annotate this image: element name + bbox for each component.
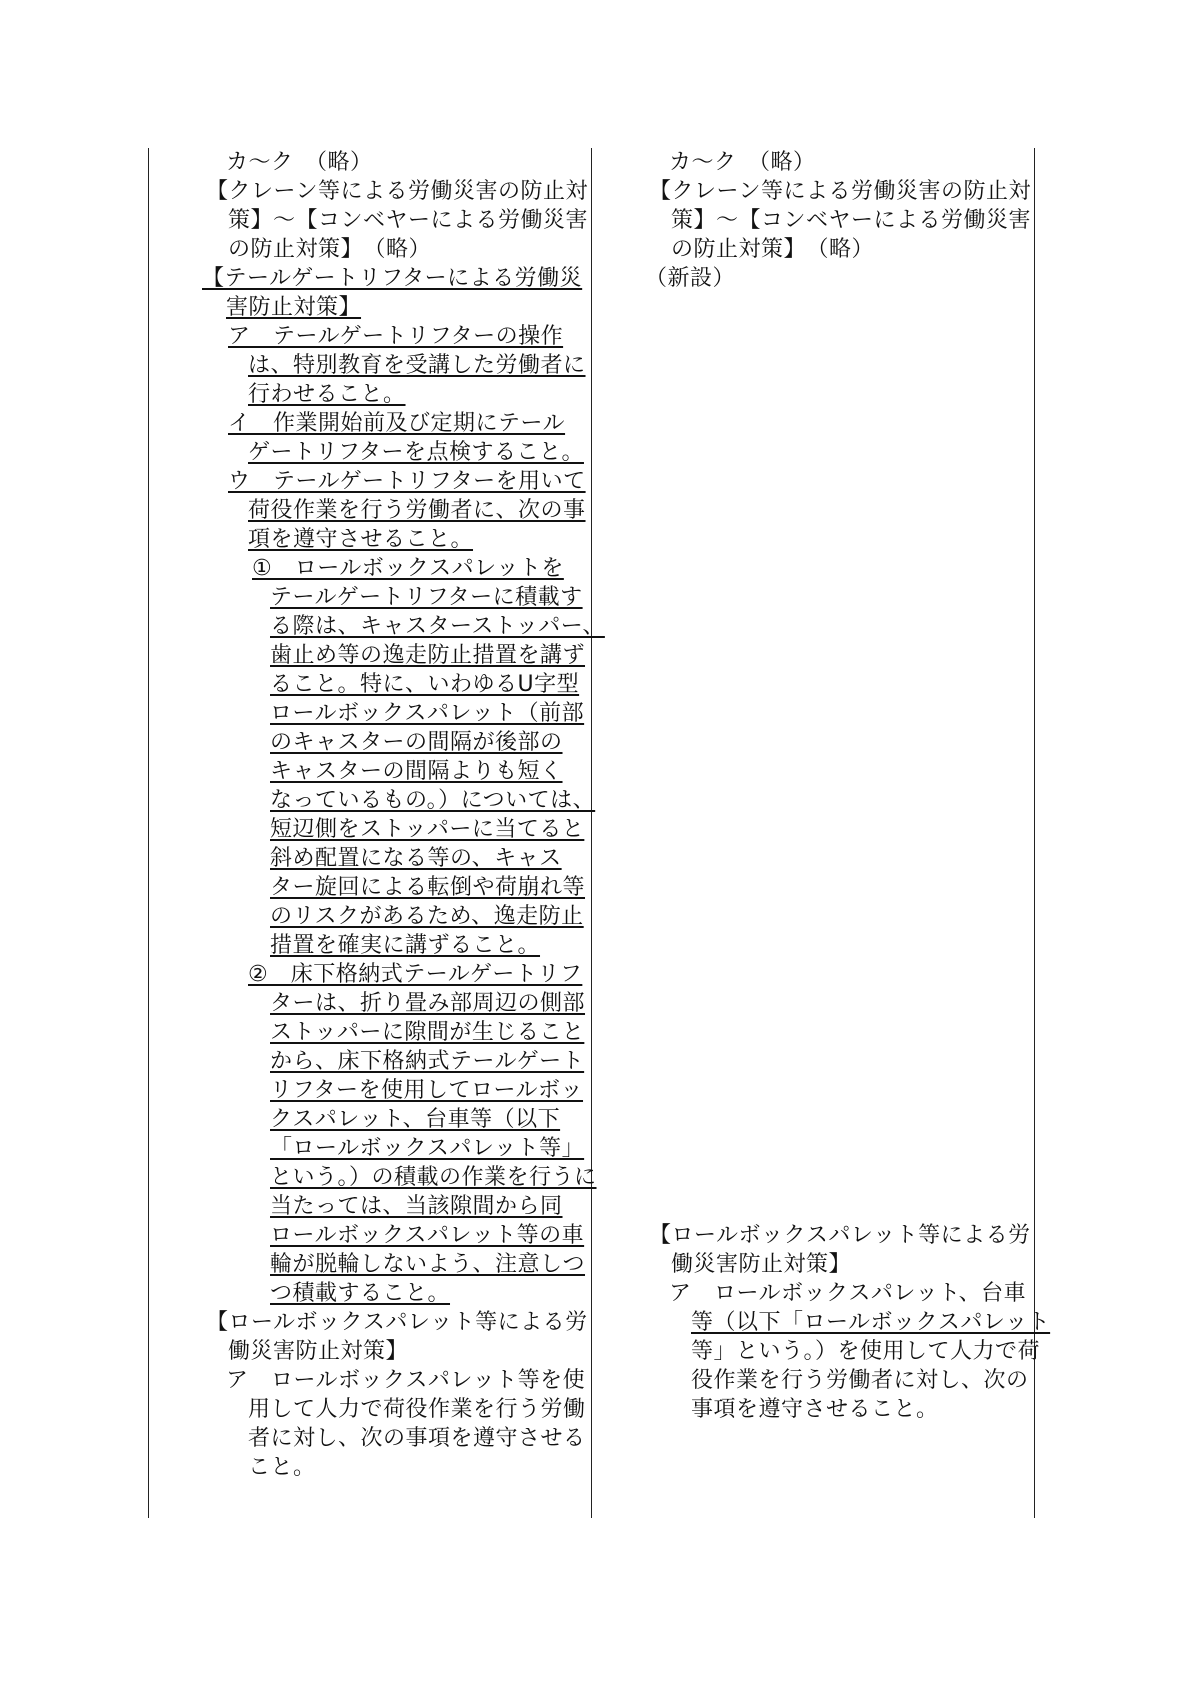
prev-rbp-item-a: ア ロールボックスパレット、台車 等（以下「ロールボックスパレット 等」という。）を使用して人力で荷 役作業を行う労働者に対し、次の 事項を遵守させること。 xyxy=(669,1281,1051,1422)
tailgate-item-a: ア テールゲートリフターの操作 は、特別教育を受講した労働者に 行わせること。 xyxy=(228,324,586,407)
rbp-heading: 【ロールボックスパレット等による労 働災害防止対策】 xyxy=(206,1310,588,1364)
previous-text-column xyxy=(645,148,1051,1424)
prev-rbp-heading: 【ロールボックスパレット等による労 働災害防止対策】 xyxy=(649,1223,1031,1277)
item-ka-ku: カ～ク （略） xyxy=(226,150,373,175)
prev-crane-heading: 【クレーン等による労働災害の防止対 策】～【コンベヤーによる労働災害 の防止対策】 （略） xyxy=(649,179,1032,262)
tailgate-item-u: ウ テールゲートリフターを用いて 荷役作業を行う労働者に、次の事 項を遵守させること。 xyxy=(228,469,586,552)
column-divider-left xyxy=(148,148,149,1518)
prev-new-label: （新設） xyxy=(645,266,736,291)
prev-blank-space xyxy=(653,293,1023,1221)
crane-heading: 【クレーン等による労働災害の防止対 策】～【コンベヤーによる労働災害 の防止対策】 （略） xyxy=(206,179,589,262)
prev-item-ka-ku: カ～ク （略） xyxy=(669,150,816,175)
rbp-item-a: ア ロールボックスパレット等を使 用して人力で荷役作業を行う労働 者に対し、次の事項を遵守させる こと。 xyxy=(226,1368,586,1480)
tailgate-item-i: イ 作業開始前及び定期にテール ゲートリフターを点検すること。 xyxy=(228,411,584,465)
tailgate-item-u1: ① ロールボックスパレットを テールゲートリフターに積載す る際は、キャスターストッパー、 歯止め等の逸走防止措置を講ず ること。特に、いわゆるU字型 ロールボックスパレット（前部 のキャスターの間隔が後部の キャスターの間隔よりも短く なっているもの。）については、 短辺側をストッパーに当てると 斜め配置になる等の、キャス ター旋回による転倒や荷崩れ等 のリスクがあるため、逸走防止 措置を確実に講ずること。 xyxy=(252,556,605,958)
tailgate-item-u2: ② 床下格納式テールゲートリフ ターは、折り畳み部周辺の側部 ストッパーに隙間が生じること から、床下格納式テールゲート リフターを使用してロールボッ クスパレット、台車等（以下 「ロールボックスパレット等」 という。）の積載の作業を行うに 当たっては、当該隙間から同 ロールボックスパレット等の車 輪が脱輪しないよう、注意しつ つ積載すること。 xyxy=(248,962,597,1306)
current-text-column xyxy=(202,148,605,1482)
tailgate-heading: 【テールゲートリフターによる労働災 害防止対策】 xyxy=(202,266,583,320)
